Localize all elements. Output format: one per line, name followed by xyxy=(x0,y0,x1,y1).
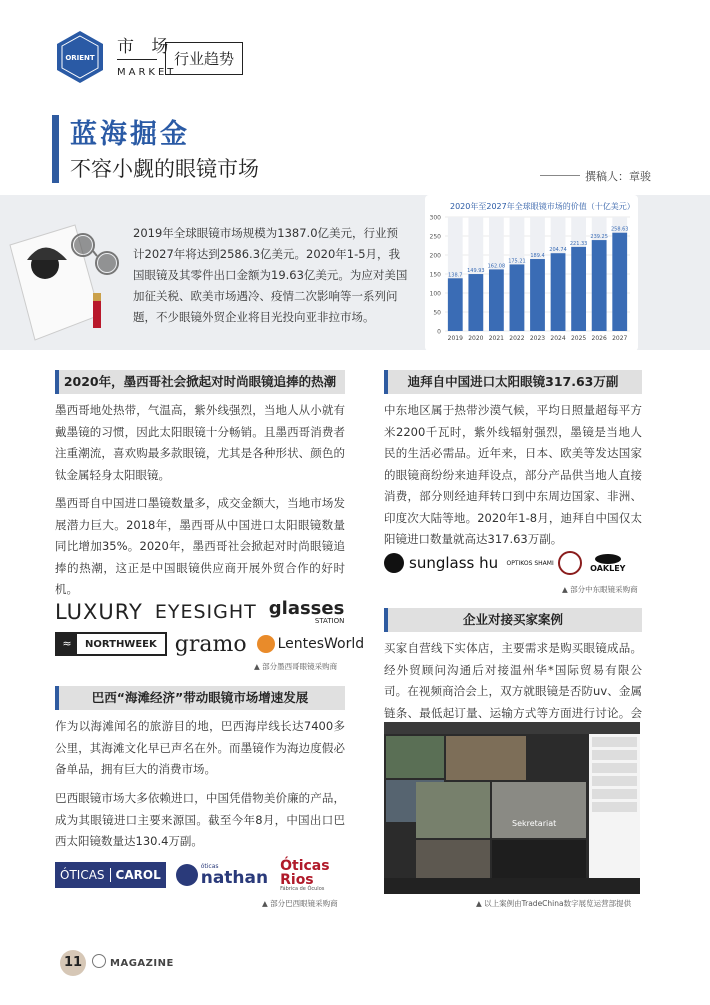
oticas-rios-logo xyxy=(280,859,329,892)
lentesworld-icon xyxy=(257,635,275,653)
brazil-caption: ▲ 部分巴西眼镜采购商 xyxy=(262,899,338,908)
author-credit: 撰稿人：章骏 xyxy=(585,170,651,183)
chart-bar xyxy=(530,259,545,331)
dubai-heading: 迪拜自中国进口太阳眼镜317.63万副 xyxy=(384,370,642,394)
chart-y-tick-label: 300 xyxy=(429,214,441,222)
case-paragraph: 买家自营线下实体店，主要需求是购买眼镜成品。经外贸顾问沟通后对接温州华*国际贸易有限公司。在视频商洽会上，双方就眼镜是否防uv、金属链条、最低起订量、运输方式等方面进行讨论。会 xyxy=(384,641,642,720)
chart-data-label: 162.08 xyxy=(487,263,506,270)
northweek-icon: ≈ xyxy=(57,634,77,654)
section-name: 市 场 xyxy=(117,37,175,57)
chart-data-label: 175.21 xyxy=(508,258,526,265)
sunglass-hut-icon xyxy=(384,553,404,573)
station-word: STATION xyxy=(314,616,345,625)
logo-text: ORIENT xyxy=(65,54,95,62)
dubai-logo-row xyxy=(384,547,642,579)
carol-word: CAROL xyxy=(115,868,161,882)
mexico-logo-row-2 xyxy=(55,630,365,658)
video-tile xyxy=(416,782,490,838)
nathan-word: nathan xyxy=(200,867,269,888)
rios-word: Rios xyxy=(280,871,314,888)
glasses-word: glasses xyxy=(268,597,345,619)
seal-icon xyxy=(558,551,582,575)
magazine-label: MAGAZINE xyxy=(110,958,174,969)
brazil-paragraph-1: 作为以海滩闻名的旅游目的地，巴西海岸线长达7400多公里，其海滩文化早已声名在外。而墨镜作为海边度假必备单品，拥有巨大的消费市场。 xyxy=(55,719,345,776)
sunglass-hut-logo: sunglass hu xyxy=(409,554,499,572)
participants-panel xyxy=(589,734,640,878)
glasses-station-logo xyxy=(268,597,345,625)
oticas-carol-logo xyxy=(55,862,166,888)
chart-x-tick-label: 2021 xyxy=(488,335,505,342)
video-tile xyxy=(386,736,444,778)
chart-x-tick-label: 2025 xyxy=(570,335,587,342)
video-titlebar xyxy=(384,722,640,734)
northweek-logo xyxy=(55,632,167,656)
chart-x-tick-label: 2023 xyxy=(529,335,546,342)
chart-bar xyxy=(489,269,504,331)
eyesight-logo: EYESIGHT xyxy=(154,601,257,623)
dubai-paragraph: 中东地区属于热带沙漠气候，平均日照量超每平方米2200千瓦时，紫外线辐射强烈，墨镜是当地人民的生活必需品。近年来，日本、欧美等发达国家的眼镜商纷纷来迪拜设点，部分产品供当地人直接消费，部分则经迪拜转口到中东周边国家、非洲、印度次大陆等地。2020年1-8月，迪拜自中国仅太阳镜进口数量就高达317.63万副。 xyxy=(384,403,642,546)
chart-x-tick-label: 2026 xyxy=(591,335,607,342)
brazil-heading: 巴西“海滩经济”带动眼镜市场增速发展 xyxy=(55,686,345,710)
chart-data-label: 258.63 xyxy=(610,226,629,233)
chart-x-tick-label: 2020 xyxy=(468,335,484,342)
chart-bar xyxy=(448,278,463,331)
chart-y-tick-label: 50 xyxy=(433,309,441,317)
chart-plot xyxy=(425,195,638,351)
author-divider xyxy=(540,175,580,176)
lentesworld-logo xyxy=(257,635,365,653)
oticas-word: ÓTICAS xyxy=(55,868,111,882)
chart-y-tick-label: 150 xyxy=(429,271,441,279)
rios-oticas-word: Óticas xyxy=(280,857,330,874)
chart-x-tick-label: 2024 xyxy=(550,335,566,342)
masthead xyxy=(55,30,355,90)
chart-y-tick-label: 0 xyxy=(437,328,441,336)
oakley-logo xyxy=(590,554,625,573)
chart-data-label: 204.74 xyxy=(549,247,567,254)
nathan-logo xyxy=(176,864,268,887)
optikos-shami-logo: OPTIKOS SHAMI xyxy=(506,559,554,567)
video-tile xyxy=(492,840,586,878)
video-tile xyxy=(446,736,526,780)
chart-bar xyxy=(510,264,525,331)
mexico-heading: 2020年，墨西哥社会掀起对时尚眼镜追捧的热潮 xyxy=(55,370,345,394)
oakley-word: OAKLEY xyxy=(590,563,626,573)
mexico-logo-row-1 xyxy=(55,598,350,626)
page-number: 11 xyxy=(60,950,86,976)
lentesworld-word: LentesWorld xyxy=(277,636,365,652)
northweek-word: NORTHWEEK xyxy=(85,638,157,650)
chart-y-tick-label: 100 xyxy=(429,290,441,298)
section-name-en: MARKET xyxy=(117,67,177,78)
orient-logo xyxy=(55,30,105,84)
nathan-icon xyxy=(176,864,198,886)
video-tile xyxy=(492,782,586,838)
gramo-logo: gramo xyxy=(174,631,247,657)
video-participant-label: Sekretariat xyxy=(512,819,557,828)
brazil-paragraph-2: 巴西眼镜市场大多依赖进口，中国凭借物美价廉的产品，成为其眼镜进口主要来源国。截至今年8月，中国出口巴西太阳镜数量达130.4万副。 xyxy=(55,791,345,848)
chart-x-tick-label: 2022 xyxy=(509,335,525,342)
title-accent-bar xyxy=(52,115,59,183)
chart-y-tick-label: 250 xyxy=(429,233,441,241)
article-subtitle: 不容小觑的眼镜市场 xyxy=(70,157,259,181)
chart-bar xyxy=(571,247,586,331)
mexico-paragraph-2: 墨西哥自中国进口墨镜数量多，成交金额大，当地市场发展潜力巨大。2018年，墨西哥从中国进口太阳眼镜数量同比增加35%。2020年，墨西哥社会掀起对时尚眼镜追捧的热潮，这正是中国眼镜供应商开展外贸合作的好时机。 xyxy=(55,496,345,596)
chart-bar xyxy=(468,274,483,331)
section-divider xyxy=(117,59,157,60)
case-caption: ▲ 以上案例由TradeChina数字展览运营部提供 xyxy=(476,899,632,908)
oakley-icon xyxy=(595,554,621,564)
chart-title: 2020年至2027年全球眼镜市场的价值（十亿美元） xyxy=(450,202,635,211)
sunglasses-photo xyxy=(5,205,125,345)
chart-y-tick-label: 200 xyxy=(429,252,441,260)
chart-x-tick-label: 2019 xyxy=(447,335,463,342)
chart-x-tick-label: 2027 xyxy=(612,335,628,342)
chart-data-label: 221.33 xyxy=(569,240,588,247)
chart-bar xyxy=(612,233,627,331)
luxury-logo: LUXURY xyxy=(55,600,143,624)
video-call-screenshot xyxy=(384,722,640,894)
chart-bar xyxy=(592,240,607,331)
video-toolbar xyxy=(384,878,640,894)
chart-data-label: 138.7 xyxy=(448,272,463,279)
category-label: 行业趋势 xyxy=(165,42,243,75)
market-value-chart xyxy=(425,195,638,351)
globe-icon xyxy=(92,954,106,968)
mexico-caption: ▲ 部分墨西哥眼镜采购商 xyxy=(254,662,338,671)
video-tile xyxy=(416,840,490,878)
rios-tagline: Fábrica de Óculos xyxy=(280,885,325,892)
chart-data-label: 189.4 xyxy=(530,253,545,260)
case-heading: 企业对接买家案例 xyxy=(384,608,642,632)
intro-paragraph: 2019年全球眼镜市场规模为1387.0亿美元，行业预计2027年将达到2586.3亿美元。2020年1-5月，我国眼镜及其零件出口金额为19.63亿美元。为应对美国加征关税、欧美市场遇冷、疫情二次影响等一系列问题，不少眼镜外贸企业将目光投向亚非拉市场。 xyxy=(133,226,408,324)
nathan-oticas-word: óticas xyxy=(200,862,219,870)
brazil-logo-row xyxy=(55,855,350,895)
chart-bar xyxy=(551,253,566,331)
chart-data-label: 149.93 xyxy=(467,268,485,275)
mexico-paragraph-1: 墨西哥地处热带，气温高，紫外线强烈，当地人从小就有戴墨镜的习惯，因此太阳眼镜十分畅销。且墨西哥消费者注重潮流，喜欢购最多款眼镜，尤其是各种形状、颜色的钛金属轻身太阳眼镜。 xyxy=(55,403,345,482)
article-title: 蓝海掘金 xyxy=(70,119,190,150)
chart-data-label: 239.25 xyxy=(590,234,608,241)
dubai-caption: ▲ 部分中东眼镜采购商 xyxy=(562,585,638,594)
